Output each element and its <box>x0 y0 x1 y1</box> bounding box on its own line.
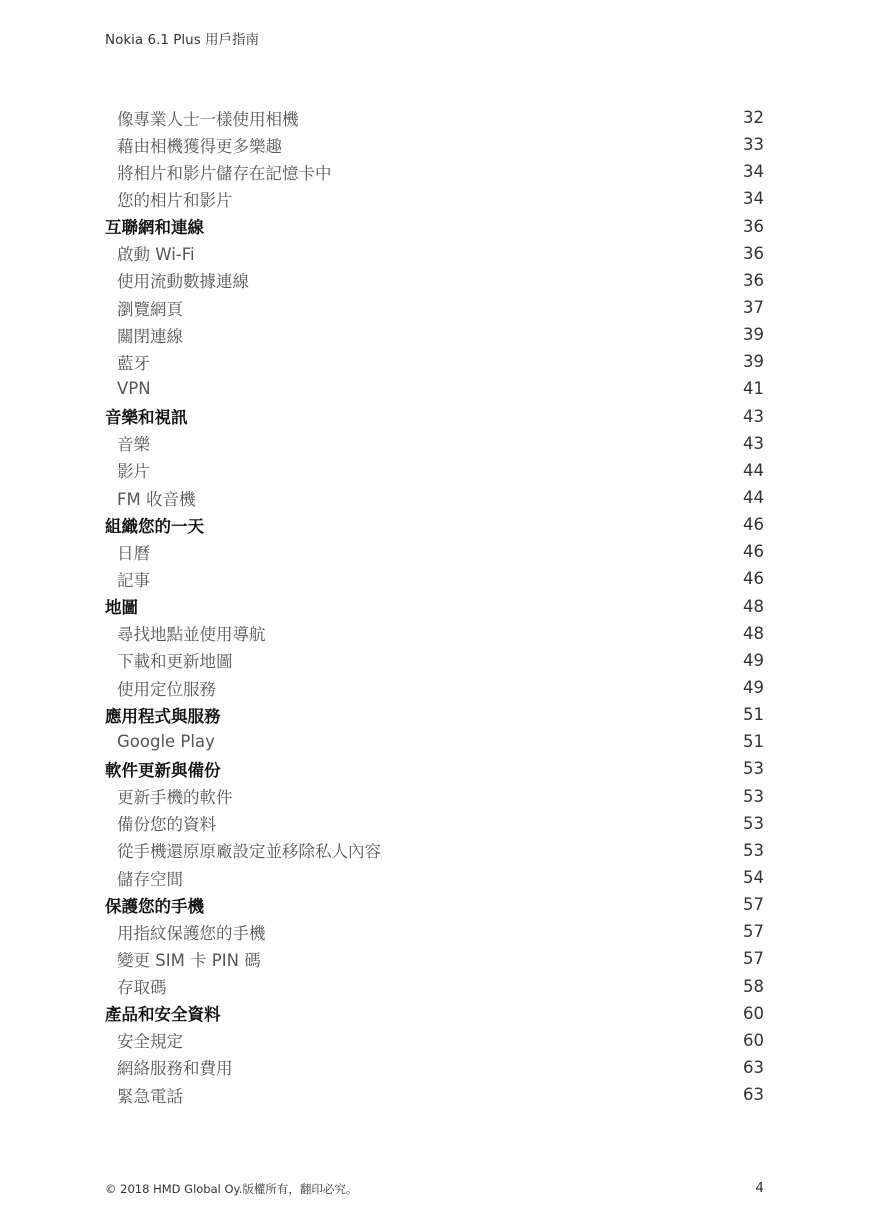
toc-entry-page-number: 48 <box>743 596 764 616</box>
toc-entry-title: FM 收音機 <box>117 489 196 509</box>
toc-entry-title: 音樂和視訊 <box>105 408 188 428</box>
toc-entry-page-number: 43 <box>743 406 764 426</box>
footer-page-number: 4 <box>755 1180 764 1196</box>
toc-entry-title: 使用流動數據連線 <box>117 272 249 292</box>
toc-entry-row[interactable] <box>105 348 764 375</box>
toc-entry-page-number: 51 <box>743 705 764 725</box>
toc-entry-row[interactable] <box>105 538 764 565</box>
toc-entry-page-number: 43 <box>743 433 764 453</box>
toc-entry-title: 安全規定 <box>117 1032 183 1052</box>
toc-entry-title: 瀏覽網頁 <box>117 299 183 319</box>
toc-entry-title: 應用程式與服務 <box>105 706 221 726</box>
toc-entry-title: Google Play <box>117 732 215 752</box>
toc-entry-page-number: 46 <box>743 515 764 535</box>
footer-copyright: © 2018 HMD Global Oy.版權所有，翻印必究。 <box>105 1182 358 1196</box>
toc-entry-row[interactable] <box>105 837 764 864</box>
toc-entry-title: 記事 <box>117 570 150 590</box>
toc-entry-title: 用指紋保護您的手機 <box>117 923 266 943</box>
toc-entry-page-number: 36 <box>743 270 764 290</box>
toc-entry-row[interactable] <box>105 240 764 267</box>
toc-entry-page-number: 34 <box>743 189 764 209</box>
toc-entry-page-number: 54 <box>743 868 764 887</box>
toc-entry-page-number: 36 <box>743 243 764 263</box>
toc-entry-page-number: 49 <box>743 678 764 698</box>
toc-entry-title: 將相片和影片儲存在記憶卡中 <box>117 163 332 183</box>
toc-entry-page-number: 58 <box>743 976 764 996</box>
toc-entry-title: 藍牙 <box>117 353 150 373</box>
toc-entry-row[interactable] <box>105 1027 764 1054</box>
toc-entry-row[interactable] <box>105 810 764 837</box>
toc-section-row[interactable] <box>105 755 764 782</box>
toc-entry-page-number: 46 <box>743 569 764 589</box>
toc-entry-title: 軟件更新與備份 <box>105 760 221 780</box>
toc-entry-page-number: 63 <box>743 1057 764 1077</box>
toc-entry-row[interactable] <box>105 375 764 402</box>
toc-entry-title: 日曆 <box>117 543 150 563</box>
toc-entry-row[interactable] <box>105 104 764 131</box>
toc-entry-title: 下載和更新地圖 <box>117 652 233 672</box>
toc-section-row[interactable] <box>105 1000 764 1027</box>
toc-entry-title: 從手機還原原廠設定並移除私人內容 <box>117 842 381 862</box>
toc-entry-page-number: 60 <box>743 1003 764 1023</box>
toc-entry-row[interactable] <box>105 674 764 701</box>
toc-section-row[interactable] <box>105 403 764 430</box>
toc-entry-page-number: 60 <box>743 1030 764 1050</box>
toc-entry-page-number: 53 <box>743 813 764 833</box>
toc-entry-row[interactable] <box>105 1054 764 1081</box>
toc-entry-title: 您的相片和影片 <box>117 190 233 210</box>
toc-entry-row[interactable] <box>105 565 764 592</box>
toc-entry-title: 影片 <box>117 462 150 482</box>
toc-entry-page-number: 63 <box>743 1085 764 1105</box>
toc-section-row[interactable] <box>105 593 764 620</box>
toc-entry-page-number: 53 <box>743 840 764 860</box>
toc-entry-title: 產品和安全資料 <box>105 1005 221 1025</box>
toc-entry-title: 尋找地點並使用導航 <box>117 625 266 645</box>
toc-entry-title: 組織您的一天 <box>105 516 204 536</box>
toc-entry-title: 備份您的資料 <box>117 815 216 835</box>
table-of-contents <box>105 104 764 1108</box>
toc-section-row[interactable] <box>105 701 764 728</box>
toc-entry-title: 地圖 <box>105 598 138 618</box>
toc-entry-row[interactable] <box>105 783 764 810</box>
toc-entry-title: 儲存空間 <box>117 869 183 889</box>
toc-entry-page-number: 44 <box>743 460 764 480</box>
toc-entry-title: 更新手機的軟件 <box>117 788 233 808</box>
toc-entry-title: 啟動 Wi-Fi <box>117 245 195 265</box>
toc-entry-title: 像專業人士一樣使用相機 <box>117 109 299 129</box>
toc-entry-row[interactable] <box>105 457 764 484</box>
toc-entry-page-number: 48 <box>743 623 764 643</box>
toc-entry-row[interactable] <box>105 131 764 158</box>
toc-entry-row[interactable] <box>105 294 764 321</box>
toc-entry-row[interactable] <box>105 1081 764 1108</box>
toc-entry-title: 變更 SIM 卡 PIN 碼 <box>117 950 261 970</box>
toc-entry-page-number: 32 <box>743 108 764 128</box>
toc-entry-page-number: 41 <box>743 379 764 399</box>
document-header-title: Nokia 6.1 Plus 用戶指南 <box>105 32 260 48</box>
toc-entry-page-number: 57 <box>743 895 764 915</box>
toc-entry-title: 保護您的手機 <box>105 896 204 916</box>
toc-entry-title: 網絡服務和費用 <box>117 1059 233 1079</box>
toc-entry-title: 緊急電話 <box>117 1086 183 1106</box>
toc-entry-title: 存取碼 <box>117 978 167 998</box>
toc-entry-page-number: 34 <box>743 162 764 182</box>
toc-entry-page-number: 33 <box>743 135 764 155</box>
toc-entry-page-number: 57 <box>743 949 764 969</box>
toc-entry-page-number: 44 <box>743 488 764 508</box>
toc-entry-row[interactable] <box>105 321 764 348</box>
toc-entry-page-number: 37 <box>743 298 764 318</box>
toc-entry-page-number: 39 <box>743 325 764 345</box>
toc-entry-row[interactable] <box>105 973 764 1000</box>
toc-entry-row[interactable] <box>105 728 764 755</box>
toc-entry-page-number: 51 <box>743 732 764 752</box>
toc-entry-page-number: 57 <box>743 922 764 942</box>
toc-entry-title: 藉由相機獲得更多樂趣 <box>117 136 282 156</box>
toc-entry-row[interactable] <box>105 185 764 212</box>
toc-section-row[interactable] <box>105 511 764 538</box>
toc-entry-page-number: 39 <box>743 352 764 372</box>
toc-entry-row[interactable] <box>105 620 764 647</box>
toc-entry-row[interactable] <box>105 945 764 972</box>
toc-entry-page-number: 53 <box>743 786 764 806</box>
toc-entry-title: 關閉連線 <box>117 326 183 346</box>
toc-entry-title: VPN <box>117 379 151 399</box>
toc-entry-row[interactable] <box>105 864 764 891</box>
toc-entry-row[interactable] <box>105 484 764 511</box>
toc-entry-title: 使用定位服務 <box>117 679 216 699</box>
toc-entry-row[interactable] <box>105 158 764 185</box>
toc-entry-title: 互聯網和連線 <box>105 218 204 238</box>
toc-entry-title: 音樂 <box>117 435 150 455</box>
toc-entry-page-number: 36 <box>743 216 764 236</box>
toc-entry-row[interactable] <box>105 267 764 294</box>
toc-entry-row[interactable] <box>105 430 764 457</box>
toc-section-row[interactable] <box>105 891 764 918</box>
toc-entry-row[interactable] <box>105 918 764 945</box>
toc-entry-page-number: 53 <box>743 759 764 779</box>
toc-entry-page-number: 46 <box>743 542 764 562</box>
toc-section-row[interactable] <box>105 213 764 240</box>
toc-entry-page-number: 49 <box>743 650 764 670</box>
toc-entry-row[interactable] <box>105 647 764 674</box>
